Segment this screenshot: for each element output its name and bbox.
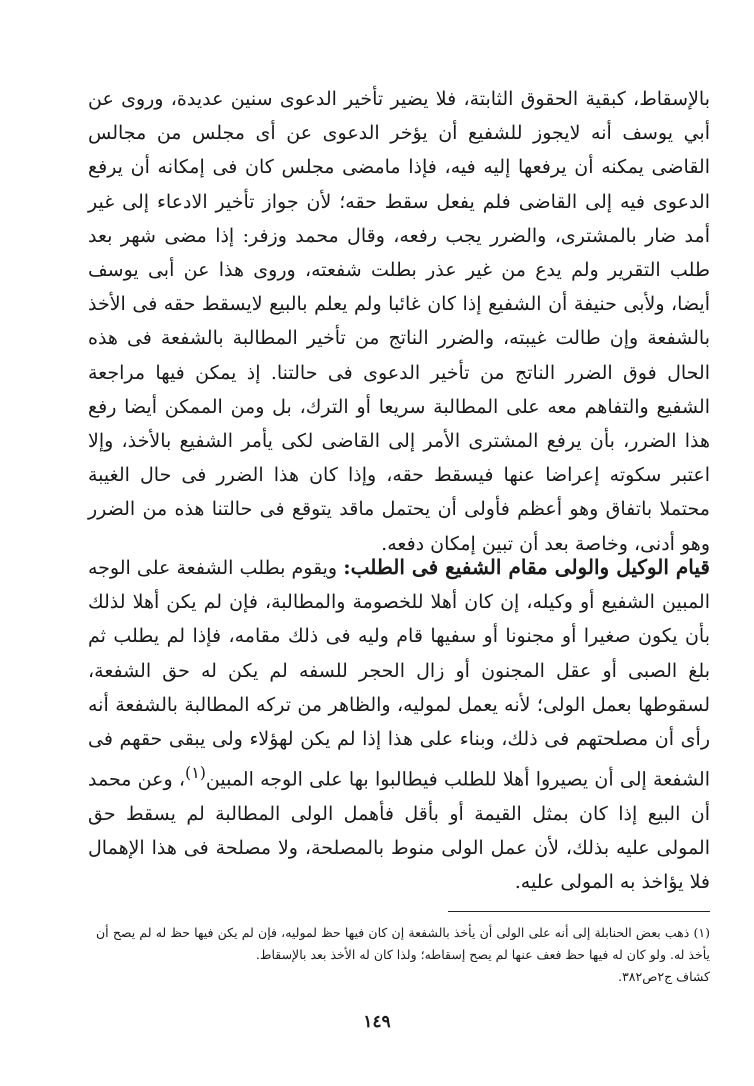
- paragraph-section: [88, 550, 710, 899]
- section-block: [88, 550, 710, 899]
- paragraph-main: بالإسقاط، كبقية الحقوق الثابتة، فلا يضير تأخير الدعوى سنين عديدة، وروى عن أبي يوسف أنه لايجوز للشفيع أن يؤخر الدعوى عن أى مجلس من مجالس القاضى يمكنه أن يرفعها إليه فيه، فإذا مامضى مجلس كان فى إمكانه أن يرفع الدعوى فيه إلى القاضى فلم يفعل سقط حقه؛ لأن جواز تأخير الادعاء إلى غير أمد ضار بالمشترى، والضرر يجب رفعه، وقال محمد وزفر: إذا مضى شهر بعد طلب التقرير ولم يدع من غير عذر بطلت شفعته، وروى هذا عن أبى يوسف أيضا، ولأبى حنيفة أن الشفيع إذا كان غائبا ولم يعلم بالبيع لايسقط حقه فى الأخذ بالشفعة وإن طالت غيبته، والضرر الناتج من تأخير المطالبة بالشفعة فى هذه الحال فوق الضرر الناتج من تأخير الدعوى فى حالتنا. إذ يمكن فيها مراجعة الشفيع والتفاهم معه على المطالبة سريعا أو الترك، بل ومن الممكن أيضا رفع هذا الضرر، بأن يرفع المشترى الأمر إلى القاضى لكى يأمر الشفيع بالأخذ، وإلا اعتبر سكوته إعراضا عنها فيسقط حقه، وإذا كان هذا الضرر فى حال الغيبة محتملا باتفاق وهو أعظم فأولى أن يحتمل ماقد يتوقع فى حالتنا هذه من الضرر وهو أدنى، وخاصة بعد أن تبين إمكان دفعه.: [88, 88, 710, 555]
- main-text-block: [88, 82, 710, 561]
- footnote-1-source: كشاف ج٢ص٣٨٢.: [618, 969, 710, 984]
- section-heading: قيام الوكيل والولى مقام الشفيع فى الطلب:: [343, 555, 710, 579]
- footnote-1: (١) ذهب بعض الحنابلة إلى أنه على الولى أن يأخذ بالشفعة إن كان فيها حظ لموليه، فإن لم يكن فيها حظ له لم يصح أن يأخذ له. ولو كان له فيها حظ فعف عنها لم يصح إسقاطه؛ ولذا كان له الأخذ بعد بالإسقاط.: [96, 925, 710, 962]
- footnotes-block: [96, 922, 710, 988]
- footnote-reference: (١): [185, 763, 206, 783]
- section-body: ويقوم بطلب الشفعة على الوجه المبين الشفيع أو وكيله، إن كان أهلا للخصومة والمطالبة، فإن لم يكن أهلا لذلك بأن يكون صغيرا أو مجنونا أو سفيها قام وليه فى ذلك مقامه، فإذا لم يطلب ثم بلغ الصبى أو عقل المجنون أو زال الحجر للسفه لم يكن له حق الشفعة، لسقوطها بعمل الولى؛ لأنه يعمل لموليه، والظاهر من تركه المطالبة بالشفعة أنه رأى أن مصلحتهم فى ذلك، وبناء على هذا إذا لم يكن لهؤلاء ولى يبقى حقهم فى الشفعة إلى أن يصيروا أهلا للطلب فيطالبوا بها على الوجه المبين: [88, 557, 710, 791]
- section-body-continued: ، وعن محمد أن البيع إذا كان بمثل القيمة أو بأقل فأهمل الولى المطالبة لم يسقط حق المولى عليه بذلك، لأن عمل الولى منوط بالمصلحة، ولا مصلحة فى هذا الإهمال فلا يؤاخذ به المولى عليه.: [88, 768, 710, 894]
- page-number: ١٤٩: [363, 1012, 391, 1032]
- footnote-divider: [448, 911, 710, 912]
